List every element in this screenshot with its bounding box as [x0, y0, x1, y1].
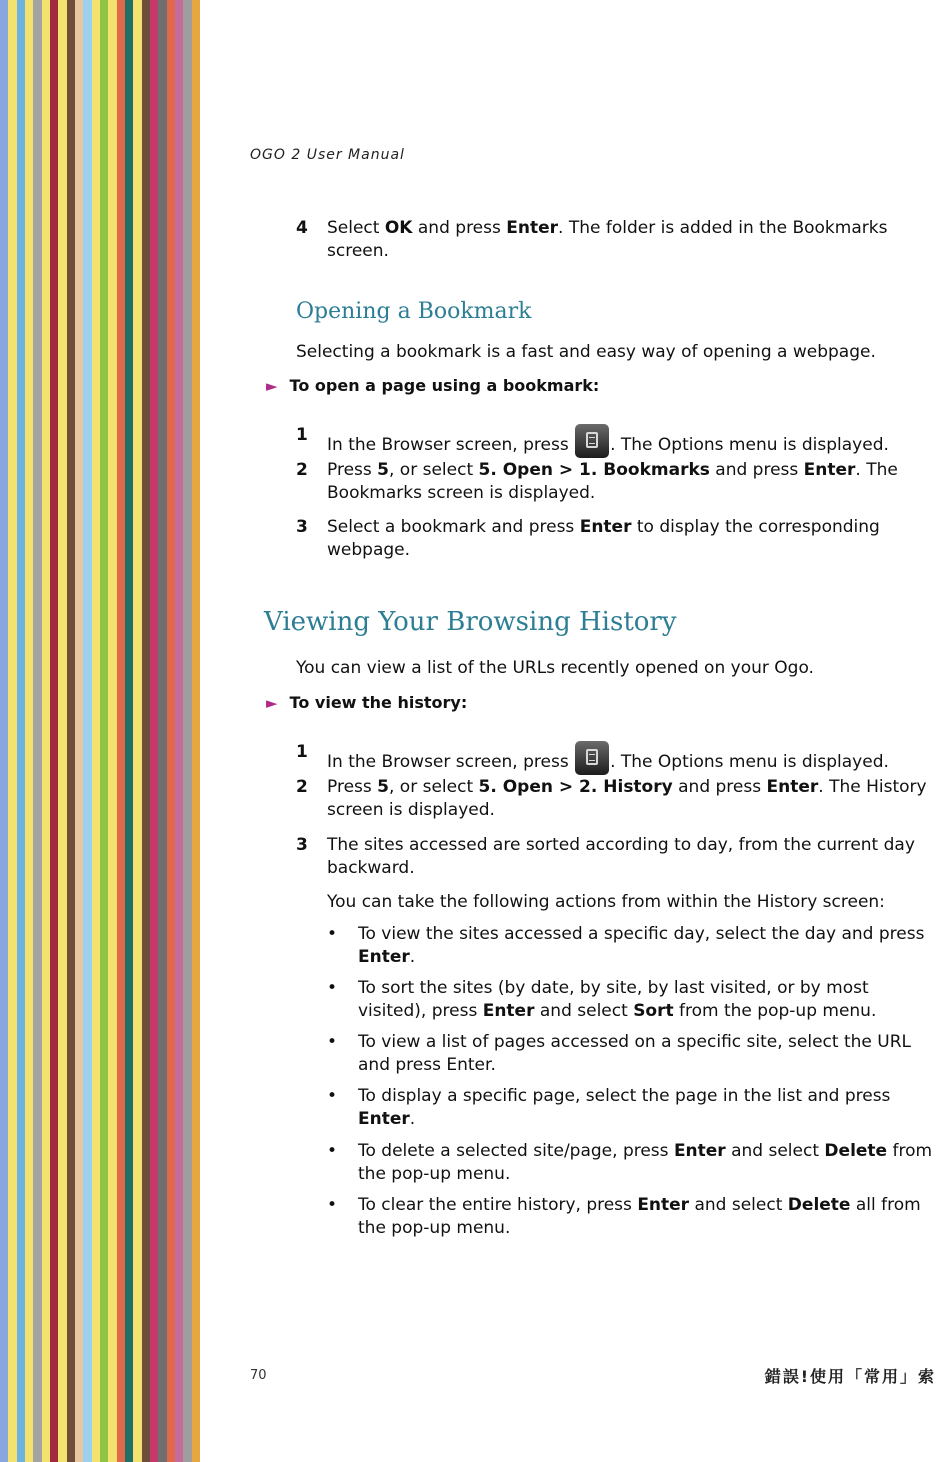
decorative-stripe	[183, 0, 191, 1462]
history-actions-intro: You can take the following actions from within the History screen:	[327, 892, 885, 912]
decorative-stripe-band	[0, 0, 200, 1462]
running-header: OGO 2 User Manual	[250, 147, 405, 163]
decorative-stripe	[50, 0, 58, 1462]
history-action-item: • To view a list of pages accessed on a specific site, select the URL and press Enter.	[327, 1032, 911, 1075]
history-step-2: 2 Press 5, or select 5. Open > 2. History and press Enter. The History screen is displayed.	[296, 777, 927, 820]
decorative-stripe	[17, 0, 25, 1462]
history-step-3: 3 The sites accessed are sorted according to day, from the current day backward.	[296, 835, 915, 878]
decorative-stripe	[67, 0, 75, 1462]
history-step-1: 1 In the Browser screen, press . The Options menu is displayed.	[296, 741, 936, 775]
bullet-dot: •	[327, 1086, 338, 1106]
bullet-dot: •	[327, 978, 338, 998]
bullet-dot: •	[327, 1195, 338, 1215]
menu-key-icon	[575, 741, 609, 775]
history-action-item: • To clear the entire history, press Enter and select Delete all from the pop-up menu.	[327, 1195, 921, 1238]
heading-opening-bookmark: Opening a Bookmark	[296, 299, 532, 324]
decorative-stripe	[83, 0, 91, 1462]
decorative-stripe	[175, 0, 183, 1462]
decorative-stripe	[150, 0, 158, 1462]
bookmark-intro: Selecting a bookmark is a fast and easy way of opening a webpage.	[296, 342, 876, 362]
history-action-item: • To view the sites accessed a specific day, select the day and press Enter.	[327, 924, 925, 967]
decorative-stripe	[192, 0, 200, 1462]
decorative-stripe	[117, 0, 125, 1462]
heading-browsing-history: Viewing Your Browsing History	[264, 607, 677, 637]
decorative-stripe	[75, 0, 83, 1462]
history-action-item: • To delete a selected site/page, press Enter and select Delete from the pop-up menu.	[327, 1141, 933, 1184]
decorative-stripe	[158, 0, 166, 1462]
page-number: 70	[250, 1368, 267, 1383]
footer-error-text: 錯誤!使用「常用」索	[764, 1367, 936, 1386]
bullet-dot: •	[327, 924, 338, 944]
decorative-stripe	[42, 0, 50, 1462]
decorative-stripe	[92, 0, 100, 1462]
menu-key-icon	[575, 424, 609, 458]
decorative-stripe	[0, 0, 8, 1462]
decorative-stripe	[8, 0, 16, 1462]
triangle-right-icon: ►	[266, 377, 278, 395]
bullet-dot: •	[327, 1141, 338, 1161]
decorative-stripe	[33, 0, 41, 1462]
procedure-view-history: ► To view the history:	[266, 693, 468, 712]
history-intro: You can view a list of the URLs recently opened on your Ogo.	[296, 658, 814, 678]
decorative-stripe	[58, 0, 66, 1462]
decorative-stripe	[133, 0, 141, 1462]
bookmark-step-2: 2 Press 5, or select 5. Open > 1. Bookmarks and press Enter. The Bookmarks screen is displayed.	[296, 460, 898, 503]
decorative-stripe	[125, 0, 133, 1462]
bookmark-step-3: 3 Select a bookmark and press Enter to display the corresponding webpage.	[296, 517, 880, 560]
decorative-stripe	[100, 0, 108, 1462]
history-action-item: • To display a specific page, select the page in the list and press Enter.	[327, 1086, 891, 1129]
decorative-stripe	[142, 0, 150, 1462]
decorative-stripe	[108, 0, 116, 1462]
procedure-open-bookmark: ► To open a page using a bookmark:	[266, 376, 600, 395]
bullet-dot: •	[327, 1032, 338, 1052]
triangle-right-icon: ►	[266, 694, 278, 712]
decorative-stripe	[25, 0, 33, 1462]
history-action-item: • To sort the sites (by date, by site, by last visited, or by most visited), press Enter and select Sort from the pop-up menu.	[327, 978, 877, 1021]
decorative-stripe	[167, 0, 175, 1462]
step-4-add-folder: 4 Select OK and press Enter. The folder is added in the Bookmarks screen.	[296, 218, 888, 261]
bookmark-step-1: 1 In the Browser screen, press . The Options menu is displayed.	[296, 424, 936, 458]
